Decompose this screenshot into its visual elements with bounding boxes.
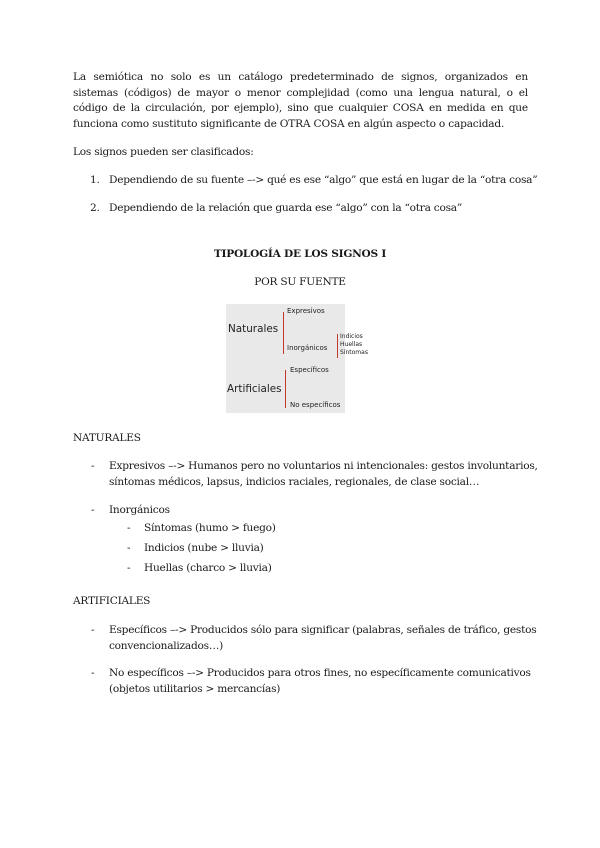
- especificos-line-2: convencionalizados…): [109, 640, 224, 652]
- inorganicos-sub-1: Síntomas (humo > fuego): [144, 522, 276, 534]
- list-number-1: 1.: [90, 174, 100, 186]
- especificos-line-1: Específicos –-> Producidos sólo para significar (palabras, señales de tráfico, gestos: [109, 624, 537, 636]
- diagram-naturales: Naturales: [228, 323, 279, 335]
- bullet-dash: -: [91, 504, 95, 516]
- inorganicos-sub-3: Huellas (charco > lluvia): [144, 562, 272, 574]
- diagram-sintomas: Síntomas: [340, 349, 368, 356]
- bullet-dash: -: [91, 460, 95, 472]
- list-number-2: 2.: [90, 202, 100, 214]
- diagram-indicios: Indicios: [340, 333, 363, 340]
- diagram-huellas: Huellas: [340, 341, 363, 348]
- diagram-inorganicos: Inorgánicos: [287, 344, 328, 352]
- diagram-expresivos: Expresivos: [287, 307, 325, 315]
- artificiales-title: ARTIFICIALES: [73, 595, 151, 607]
- section-subheading: POR SU FUENTE: [254, 276, 346, 288]
- bullet-dash: -: [127, 522, 131, 534]
- bullet-dash: -: [127, 542, 131, 554]
- brace-artificiales: [285, 370, 286, 408]
- bullet-dash: -: [91, 667, 95, 679]
- no-especificos-line-2: (objetos utilitarios > mercancías): [109, 683, 281, 695]
- diagram-especificos: Específicos: [290, 366, 329, 374]
- brace-naturales: [283, 312, 284, 354]
- intro-paragraph: La semiótica no solo es un catálogo predeterminado de signos, organizados en sistemas (códigos) de mayor o menor complejidad (como una lengua natural, o el código de la circulación, por ejemplo), sino que cualquier COSA en medida en que funciona como sustituto significante de OTRA COSA en algún aspecto o capacidad.: [73, 71, 528, 130]
- naturales-title: NATURALES: [73, 432, 141, 444]
- expresivos-line-1: Expresivos –-> Humanos pero no voluntarios ni intencionales: gestos involuntarios,: [109, 460, 538, 472]
- list-item-1: Dependiendo de su fuente –-> qué es ese “algo” que está en lugar de la “otra cosa”: [109, 174, 538, 186]
- diagram-artificiales: Artificiales: [227, 383, 282, 395]
- list-item-2: Dependiendo de la relación que guarda ese “algo” con la “otra cosa”: [109, 202, 463, 214]
- section-heading: TIPOLOGÍA DE LOS SIGNOS I: [213, 248, 387, 260]
- brace-inorganicos: [337, 334, 338, 358]
- diagram-no-especificos: No específicos: [290, 401, 341, 409]
- no-especificos-line-1: No específicos –-> Producidos para otros fines, no específicamente comunicativos: [109, 667, 531, 679]
- bullet-dash: -: [127, 562, 131, 574]
- bullet-dash: -: [91, 624, 95, 636]
- expresivos-line-2: síntomas médicos, lapsus, indicios raciales, regionales, de clase social…: [109, 476, 480, 488]
- inorganicos-label: Inorgánicos: [109, 504, 170, 516]
- inorganicos-sub-2: Indicios (nube > lluvia): [144, 542, 264, 554]
- classify-intro: Los signos pueden ser clasificados:: [73, 146, 254, 158]
- classification-diagram: [226, 304, 368, 413]
